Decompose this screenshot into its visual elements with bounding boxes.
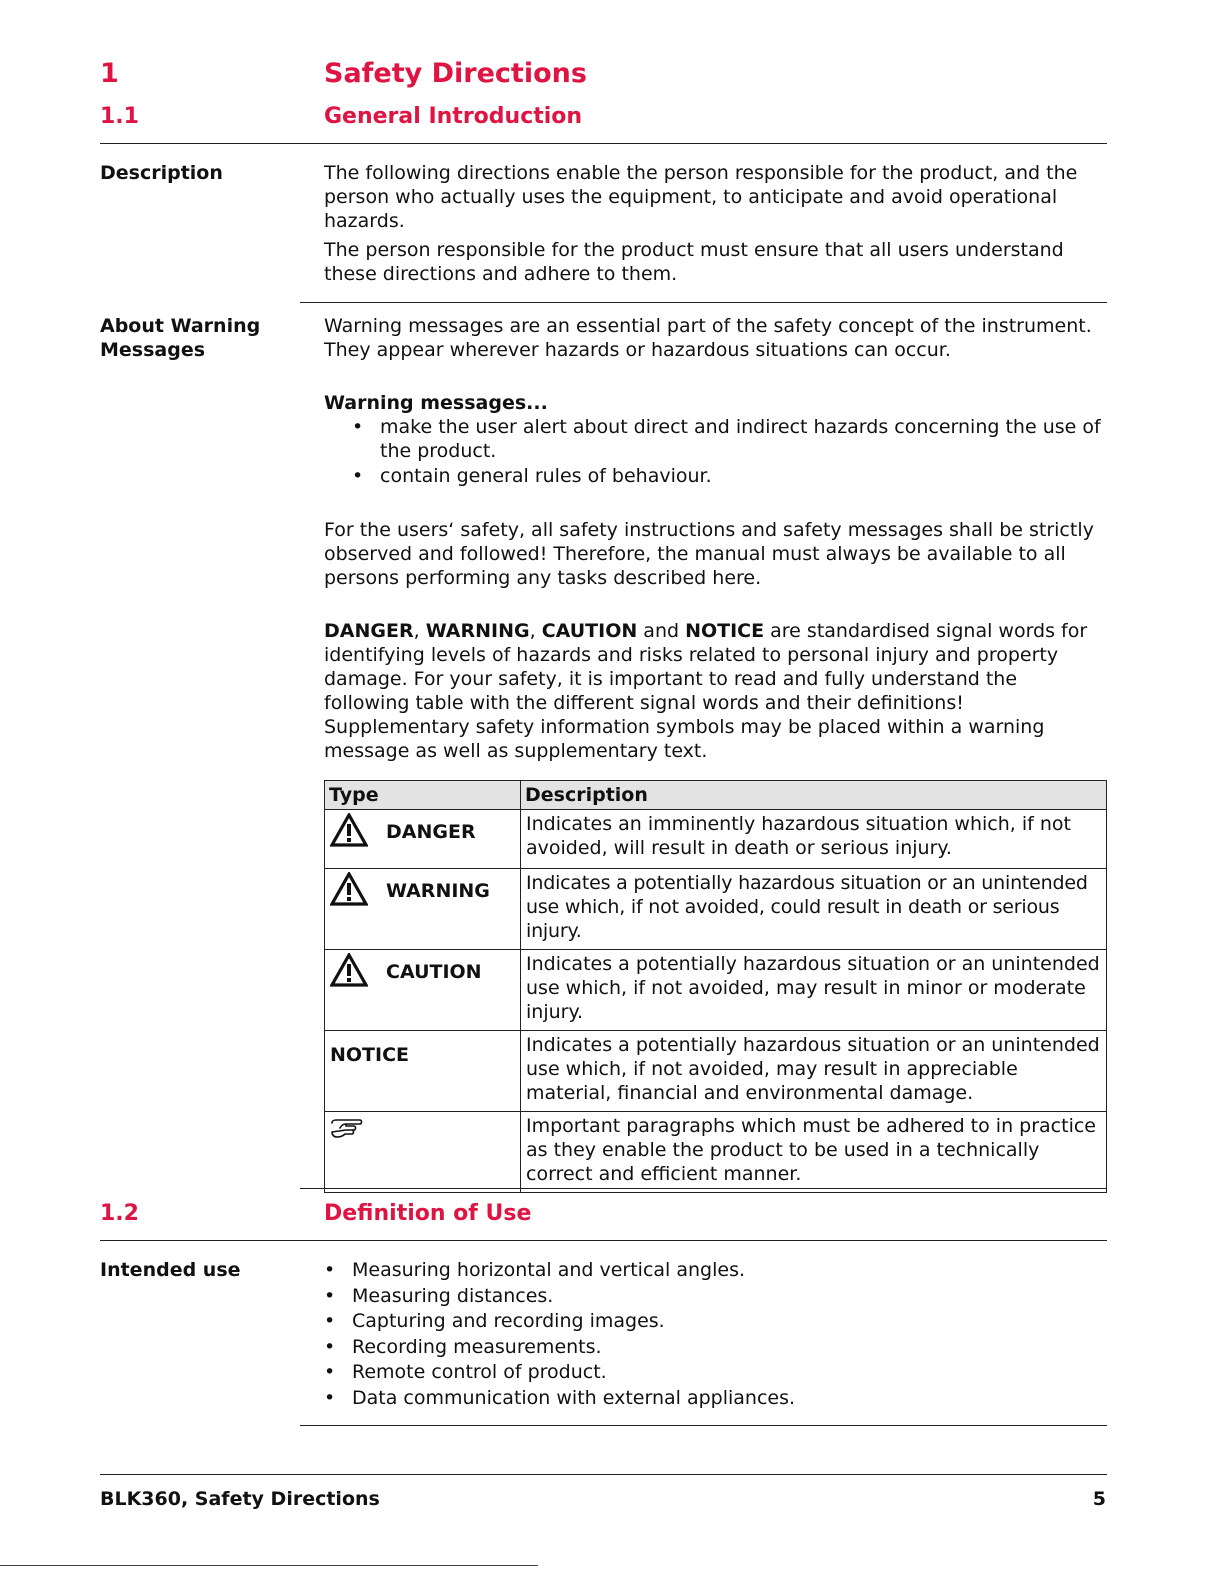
list-item-text: Capturing and recording images. bbox=[352, 1310, 665, 1332]
list-item-text: Measuring horizontal and vertical angles. bbox=[352, 1259, 746, 1281]
warning-messages-paragraph-2: For the users‘ safety, all safety instructions and safety messages shall be strictly observed and followed! Therefore, the manual must always be available to all persons performing any tasks described here. bbox=[324, 519, 1094, 589]
list-item-text: Data communication with external appliances. bbox=[352, 1387, 796, 1409]
list-item bbox=[352, 415, 1135, 463]
list-item bbox=[324, 1309, 1132, 1333]
description-paragraph-2: The person responsible for the product must ensure that all users understand these directions and adhere to them. bbox=[324, 239, 1064, 285]
description-label: Description bbox=[100, 162, 223, 184]
table-cell-type bbox=[325, 810, 521, 869]
table-header-description: Description bbox=[521, 781, 1107, 810]
list-item bbox=[324, 1284, 1132, 1308]
list-item bbox=[324, 1386, 1132, 1410]
list-item-text: Remote control of product. bbox=[352, 1361, 607, 1383]
table-cell-description: Indicates a potentially hazardous situation or an unintended use which, if not avoided, could result in death or serious injury. bbox=[521, 869, 1107, 950]
table-row bbox=[325, 1112, 1107, 1193]
subsection-number: 1.2 bbox=[100, 1201, 139, 1226]
list-item-text: Recording measurements. bbox=[352, 1336, 602, 1358]
block-divider bbox=[300, 302, 1107, 303]
warning-triangle-icon bbox=[330, 872, 368, 906]
warning-messages-paragraph-1: Warning messages are an essential part of the safety concept of the instrument. They appear wherever hazards or hazardous situations can occur. bbox=[324, 315, 1092, 361]
signal-word: DANGER bbox=[324, 620, 414, 642]
table-cell-description: Indicates a potentially hazardous situation or an unintended use which, if not avoided, may result in minor or moderate injury. bbox=[521, 950, 1107, 1031]
list-item bbox=[324, 1360, 1132, 1384]
description-paragraph-1: The following directions enable the person responsible for the product, and the person who actually uses the equipment, to anticipate and avoid operational hazards. bbox=[324, 162, 1078, 232]
warning-triangle-icon bbox=[330, 813, 368, 847]
bullet-icon: • bbox=[324, 1361, 336, 1383]
table-row bbox=[325, 950, 1107, 1031]
subsection-number: 1.1 bbox=[100, 104, 139, 129]
pointing-hand-icon bbox=[330, 1117, 364, 1139]
subsection-title: General Introduction bbox=[324, 104, 583, 129]
subsection-title: Definition of Use bbox=[324, 1201, 532, 1226]
table-cell-type bbox=[325, 950, 521, 1031]
footer-title: BLK360, Safety Directions bbox=[100, 1488, 380, 1510]
bullet-icon: • bbox=[324, 1259, 336, 1281]
footer-divider bbox=[100, 1474, 1107, 1475]
list-item bbox=[324, 1335, 1132, 1359]
table-header-type: Type bbox=[325, 781, 521, 810]
bullet-icon: • bbox=[324, 1310, 336, 1332]
section-divider bbox=[100, 1240, 1107, 1241]
list-item-text: make the user alert about direct and indirect hazards concerning the use of the product. bbox=[380, 416, 1101, 462]
table-header-row bbox=[325, 781, 1107, 810]
signal-type-label: CAUTION bbox=[386, 961, 482, 983]
table-cell-description: Indicates a potentially hazardous situation or an unintended use which, if not avoided, may result in appreciable material, financial and environmental damage. bbox=[521, 1031, 1107, 1112]
block-divider bbox=[300, 1425, 1107, 1426]
signal-words-table bbox=[324, 780, 1107, 1193]
signal-word: CAUTION bbox=[541, 620, 638, 642]
signal-type-label: DANGER bbox=[386, 821, 476, 843]
bullet-icon: • bbox=[324, 1387, 336, 1409]
warning-messages-paragraph-3: DANGER, WARNING, CAUTION and NOTICE are standardised signal words for identifying levels of hazards and risks related to personal injury and property damage. For your safety, it is important to read and fully understand the following table with the different signal words and their definitions! Supplementary safety information symbols may be placed within a warning message as well as supplementary text. bbox=[324, 620, 1088, 762]
signal-type-label: WARNING bbox=[386, 880, 490, 902]
list-item-text: contain general rules of behaviour. bbox=[380, 465, 712, 487]
bullet-icon: • bbox=[324, 1336, 336, 1358]
bullet-icon: • bbox=[324, 1285, 336, 1307]
signal-word: WARNING bbox=[425, 620, 530, 642]
block-divider bbox=[300, 1188, 1107, 1189]
section-divider bbox=[100, 143, 1107, 144]
warning-triangle-icon bbox=[330, 953, 368, 987]
signal-word: NOTICE bbox=[685, 620, 765, 642]
page-number: 5 bbox=[1092, 1488, 1106, 1510]
warning-messages-list-heading: Warning messages... bbox=[324, 392, 548, 414]
table-row bbox=[325, 1031, 1107, 1112]
page-edge-line bbox=[0, 1565, 538, 1566]
warning-messages-label: About Warning Messages bbox=[100, 315, 261, 361]
table-cell-description: Important paragraphs which must be adhered to in practice as they enable the product to be used in a technically correct and efficient manner. bbox=[521, 1112, 1107, 1193]
list-item bbox=[324, 1258, 1132, 1282]
table-cell-type: NOTICE bbox=[325, 1031, 521, 1112]
table-row bbox=[325, 869, 1107, 950]
list-item-text: Measuring distances. bbox=[352, 1285, 554, 1307]
bullet-icon: • bbox=[352, 416, 364, 438]
table-row bbox=[325, 810, 1107, 869]
table-cell-description: Indicates an imminently hazardous situation which, if not avoided, will result in death or serious injury. bbox=[521, 810, 1107, 869]
list-item bbox=[352, 464, 1135, 488]
table-cell-type bbox=[325, 869, 521, 950]
section-title: Safety Directions bbox=[324, 58, 587, 89]
intended-use-label: Intended use bbox=[100, 1259, 241, 1281]
bullet-icon: • bbox=[352, 465, 364, 487]
table-cell-type bbox=[325, 1112, 521, 1193]
section-number: 1 bbox=[100, 58, 119, 89]
